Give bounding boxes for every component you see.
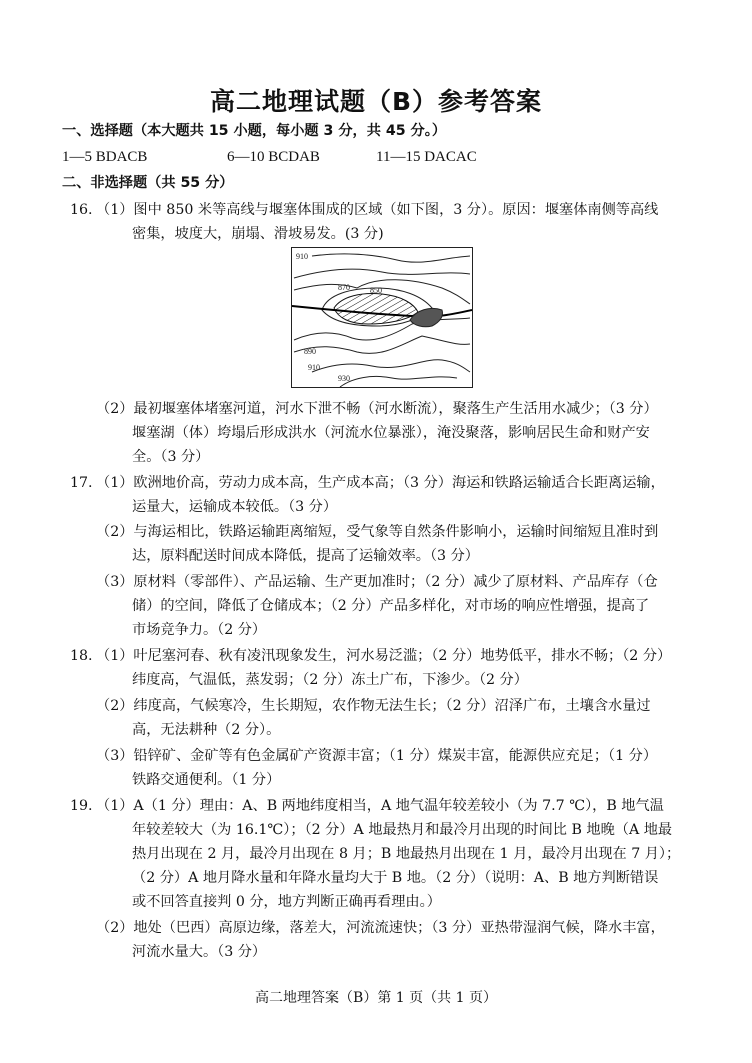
q18-part1-line2: 纬度高，气温低，蒸发弱；（2 分）冻土广布，下渗少。（2 分） — [132, 672, 528, 688]
contour-label-930: 930 — [338, 374, 350, 383]
q19-part2-line2: 河流水量大。（3 分） — [132, 944, 267, 960]
contour-line-890 — [294, 336, 470, 353]
contour-label-910-bottom: 910 — [308, 363, 320, 372]
q16-part1-line1: （1）图中 850 米等高线与堰塞体围成的区域（如下图，3 分）。原因：堰塞体南侧等高线 — [96, 202, 659, 218]
q18-part3-line1: （3）铅锌矿、金矿等有色金属矿产资源丰富；（1 分）煤炭丰富，能源供应充足；（1 分） — [96, 748, 658, 764]
answer-group-3: 11—15 DACAC — [376, 149, 477, 165]
page-footer: 高二地理答案（B）第 1 页（共 1 页） — [255, 990, 497, 1006]
q17-part3-line1: （3）原材料（零部件）、产品运输、生产更加准时；（2 分）减少了原材料、产品库存（仓 — [96, 574, 658, 590]
contour-label-890: 890 — [304, 347, 316, 356]
q19-part1-line1: （1）A（1 分）理由：A、B 两地纬度相当，A 地气温年较差较小（为 7.7 ℃），B 地气温 — [96, 798, 664, 814]
contour-line-910-top — [312, 254, 470, 262]
q19-part1-line4: （2 分）A 地月降水量和年降水量均大于 B 地。（2 分）（说明：A、B 地方判断错误 — [132, 870, 659, 886]
q16-part2-line2: 堰塞湖（体）垮塌后形成洪水（河流水位暴涨），淹没聚落，影响居民生命和财产安 — [132, 425, 650, 441]
page-title: 高二地理试题（B）参考答案 — [209, 87, 543, 116]
q17-part2-line1: （2）与海运相比，铁路运输距离缩短，受气象等自然条件影响小，运输时间缩短且准时到 — [96, 524, 659, 540]
contour-line-930 — [340, 376, 457, 387]
question-number-18: 18. — [70, 648, 93, 664]
q17-part1-line2: 运量大，运输成本较低。（3 分） — [132, 499, 338, 515]
q18-part3-line2: 铁路交通便利。（1 分） — [132, 772, 281, 788]
q17-part1-line1: （1）欧洲地价高，劳动力成本高，生产成本高；（3 分）海运和铁路运输适合长距离运输， — [96, 475, 665, 491]
q17-part3-line3: 市场竞争力。（2 分） — [132, 622, 267, 638]
q18-part2-line1: （2）纬度高，气候寒冷，生长期短，农作物无法生长；（2 分）沼泽广布，土壤含水量过 — [96, 698, 651, 714]
question-number-17: 17. — [70, 475, 93, 491]
contour-label-910-top: 910 — [296, 252, 308, 261]
q18-part1-line1: （1）叶尼塞河春、秋有凌汛现象发生，河水易泛滥；（2 分）地势低平，排水不畅；（2 分） — [96, 648, 672, 664]
q18-part2-line2: 高，无法耕种（2 分）。 — [132, 722, 281, 738]
contour-label-850: 850 — [370, 286, 382, 295]
section2-heading: 二、非选择题（共 55 分） — [62, 175, 234, 191]
q19-part1-line5: 或不回答直接判 0 分，地方判断正确再看理由。） — [132, 894, 441, 910]
q17-part2-line2: 达，原料配送时间成本降低，提高了运输效率。（3 分） — [132, 548, 479, 564]
contour-map-figure — [291, 247, 473, 388]
inundation-area-850 — [334, 294, 418, 324]
question-number-16: 16. — [70, 202, 93, 218]
q19-part1-line3: 热月出现在 2 月，最冷月出现在 8 月；B 地最热月出现在 1 月，最冷月出现在 7 月）； — [132, 846, 681, 862]
question-number-19: 19. — [70, 798, 93, 814]
answer-group-2: 6—10 BCDAB — [227, 149, 320, 165]
answer-group-1: 1—5 BDACB — [62, 149, 148, 165]
q16-part1-line2: 密集，坡度大，崩塌、滑坡易发。(3 分) — [132, 226, 384, 242]
contour-line-910-bottom — [312, 360, 470, 372]
section1-heading: 一、选择题（本大题共 15 小题，每小题 3 分，共 45 分。） — [62, 123, 447, 139]
q17-part3-line2: 储）的空间，降低了仓储成本；（2 分）产品多样化，对市场的响应性增强，提高了 — [132, 598, 650, 614]
q19-part2-line1: （2）地处（巴西）高原边缘，落差大，河流流速快；（3 分）亚热带湿润气候，降水丰富， — [96, 920, 665, 936]
q16-part2-line3: 全。（3 分） — [132, 449, 210, 465]
contour-label-870: 870 — [338, 283, 350, 292]
contour-map-svg — [292, 248, 472, 387]
contour-line-upper-1 — [294, 269, 470, 278]
q16-part2-line1: （2）最初堰塞体堵塞河道，河水下泄不畅（河水断流），聚落生产生活用水减少；（3 分） — [96, 401, 658, 417]
q19-part1-line2: 年较差较大（为 16.1℃）；（2 分）A 地最热月和最冷月出现的时间比 B 地晚（A 地最 — [132, 822, 673, 838]
